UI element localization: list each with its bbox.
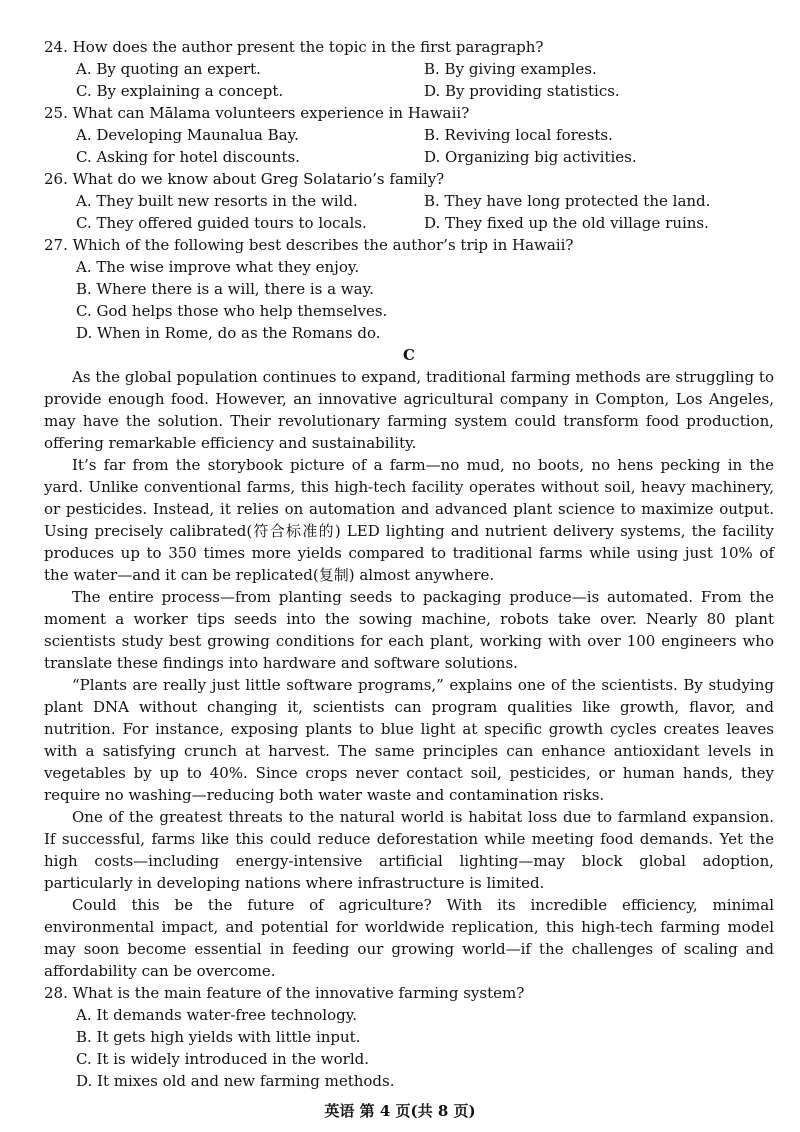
section-c xyxy=(44,344,774,1092)
questions-24-27 xyxy=(44,36,774,344)
question-24-options-ab xyxy=(44,58,774,80)
question-27-option-b: B. Where there is a will, there is a way. xyxy=(76,280,374,298)
question-26-option-d: D. They fixed up the old village ruins. xyxy=(424,214,709,232)
question-24-option-b: B. By giving examples. xyxy=(424,60,597,78)
question-24-option-d: D. By providing statistics. xyxy=(424,82,620,100)
question-27-option-d: D. When in Rome, do as the Romans do. xyxy=(76,324,381,342)
question-27-stem: 27. Which of the following best describes the author’s trip in Hawaii? xyxy=(44,236,574,254)
question-27-option-a: A. The wise improve what they enjoy. xyxy=(76,258,360,276)
question-25-option-d: D. Organizing big activities. xyxy=(424,148,637,166)
question-28-option-a: A. It demands water-free technology. xyxy=(76,1006,357,1024)
question-28-option-b: B. It gets high yields with little input. xyxy=(76,1028,361,1046)
question-25-option-a: A. Developing Maunalua Bay. xyxy=(76,126,299,144)
question-24-option-a: A. By quoting an expert. xyxy=(76,60,261,78)
passage-paragraph-5: One of the greatest threats to the natural world is habitat loss due to farmland expansion. If successful, farms like this could reduce deforestation while meeting food demands. Yet the high costs—including energy-intensive artificial lighting—may block global adoption, particularly in developing nations where infrastructure is limited. xyxy=(44,808,774,892)
page-footer: 英语 第 4 页(共 8 页) xyxy=(324,1102,476,1120)
question-26-option-c: C. They offered guided tours to locals. xyxy=(76,214,367,232)
passage-paragraph-4: “Plants are really just little software programs,” explains one of the scientists. By studying plant DNA without changing it, scientists can program qualities like growth, flavor, and nutrition. For instance, exposing plants to blue light at specific growth cycles creates leaves with a satisfying crunch at harvest. The same principles can enhance antioxidant levels in vegetables by up to 40%. Since crops never contact soil, pesticides, or human hands, they require no washing—reducing both water waste and contamination risks. xyxy=(44,676,774,804)
question-25-stem: 25. What can Mālama volunteers experience in Hawaii? xyxy=(44,104,470,122)
question-24-option-c: C. By explaining a concept. xyxy=(76,82,284,100)
question-28-stem: 28. What is the main feature of the innovative farming system? xyxy=(44,984,525,1002)
question-25-option-b: B. Reviving local forests. xyxy=(424,126,613,144)
question-25-options-cd xyxy=(44,146,774,168)
question-24-options-cd xyxy=(44,80,774,102)
question-26-stem: 26. What do we know about Greg Solatario’s family? xyxy=(44,170,445,188)
question-24-stem: 24. How does the author present the topic in the first paragraph? xyxy=(44,38,544,56)
section-letter: C xyxy=(403,346,415,364)
passage-paragraph-6: Could this be the future of agriculture? With its incredible efficiency, minimal environmental impact, and potential for worldwide replication, this high-tech farming model may soon become essential in feeding our growing world—if the challenges of scaling and affordability can be overcome. xyxy=(44,896,774,980)
question-26-options-cd xyxy=(44,212,774,234)
question-28-option-c: C. It is widely introduced in the world. xyxy=(76,1050,369,1068)
question-27-option-c: C. God helps those who help themselves. xyxy=(76,302,388,320)
passage-paragraph-2: It’s far from the storybook picture of a farm—no mud, no boots, no hens pecking in the yard. Unlike conventional farms, this high-tech facility operates without soil, heavy machinery, or pesticides. Instead, it relies on automation and advanced plant science to maximize output. Using precisely calibrated(符合标准的) LED lighting and nutrient delivery systems, the facility produces up to 350 times more yields compared to traditional farms while using just 10% of the water—and it can be replicated(复制) almost anywhere. xyxy=(44,456,774,584)
question-28-option-d: D. It mixes old and new farming methods. xyxy=(76,1072,395,1090)
question-25-option-c: C. Asking for hotel discounts. xyxy=(76,148,300,166)
question-26-options-ab xyxy=(44,190,774,212)
passage-paragraph-3: The entire process—from planting seeds to packaging produce—is automated. From the moment a worker tips seeds into the sowing machine, robots take over. Nearly 80 plant scientists study best growing conditions for each plant, working with over 100 engineers who translate these findings into hardware and software solutions. xyxy=(44,588,774,672)
question-25-options-ab xyxy=(44,124,774,146)
question-26-option-a: A. They built new resorts in the wild. xyxy=(76,192,358,210)
passage-paragraph-1: As the global population continues to expand, traditional farming methods are struggling to provide enough food. However, an innovative agricultural company in Compton, Los Angeles, may have the solution. Their revolutionary farming system could transform food production, offering remarkable efficiency and sustainability. xyxy=(44,368,774,452)
question-26-option-b: B. They have long protected the land. xyxy=(424,192,711,210)
